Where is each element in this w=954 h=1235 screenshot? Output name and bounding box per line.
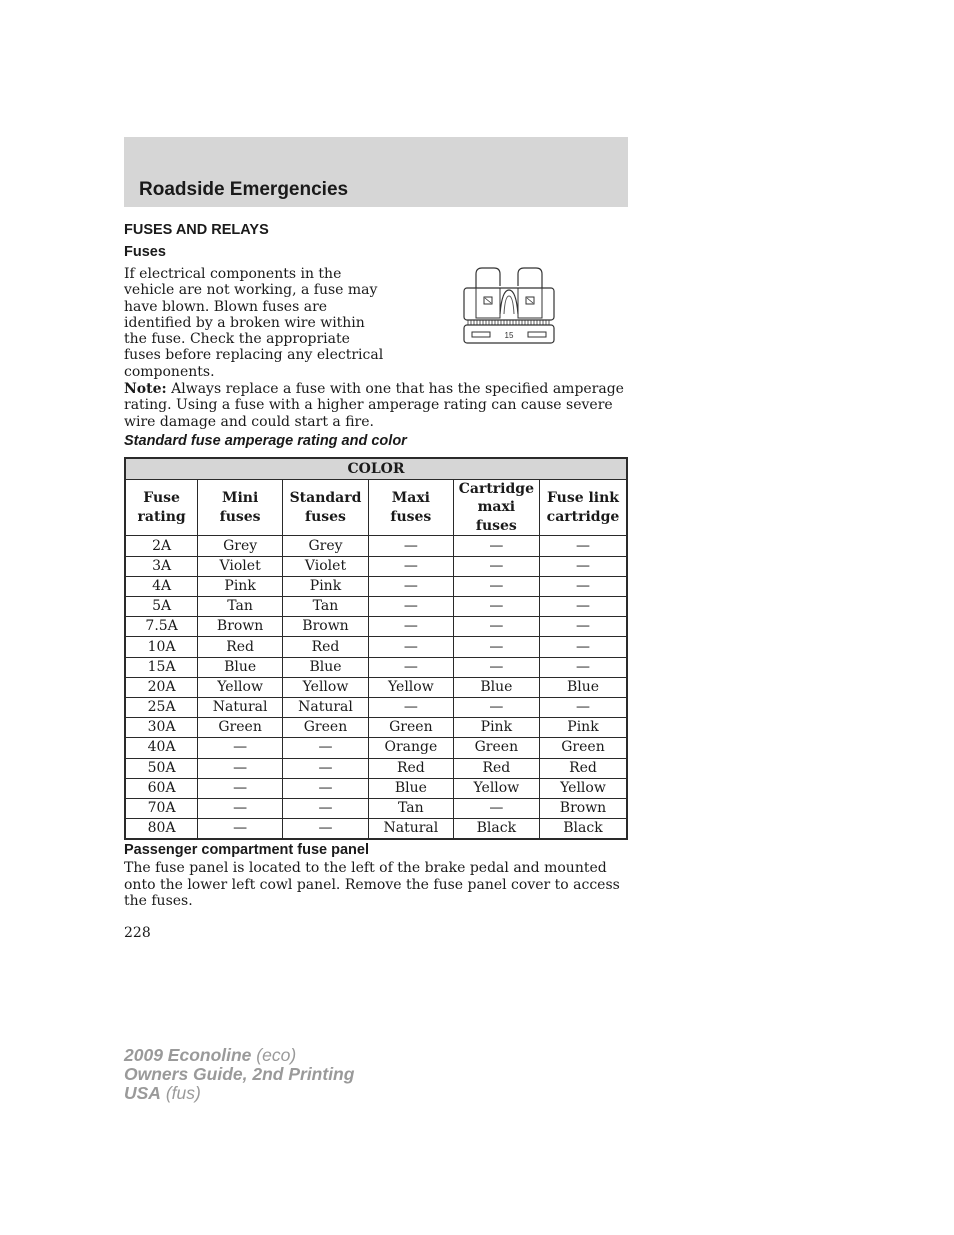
column-header-line: maxi [477, 499, 516, 516]
note-text: Always replace a fuse with one that has the specified amperage rating. Using a fuse with a higher amperage rating can cause severe wire damage and could start a fire. [124, 381, 624, 430]
fuse-color-table [124, 457, 628, 840]
table-row [125, 657, 627, 677]
footer-line-1 [124, 1046, 354, 1065]
table-cell: Black [453, 819, 539, 840]
table-body [125, 536, 627, 839]
table-cell: Green [368, 718, 453, 738]
column-header [368, 479, 453, 536]
note-label: Note: [124, 381, 167, 398]
table-cell: Grey [283, 536, 369, 556]
table-cell: 50A [125, 758, 198, 778]
table-cell: — [453, 576, 539, 596]
intro-row [124, 266, 628, 380]
table-cell: Pink [198, 576, 283, 596]
table-row [125, 798, 627, 818]
table-cell: — [283, 778, 369, 798]
table-cell: Yellow [283, 677, 369, 697]
table-cell: 25A [125, 697, 198, 717]
table-cell: Blue [368, 778, 453, 798]
table-cell: Grey [198, 536, 283, 556]
table-cell: Red [368, 758, 453, 778]
table-row [125, 617, 627, 637]
table-cell: — [539, 576, 627, 596]
table-row [125, 597, 627, 617]
table-cell: — [368, 657, 453, 677]
table-cell: — [539, 536, 627, 556]
column-header-line: Mini [221, 490, 259, 507]
table-cell: Natural [368, 819, 453, 840]
footer-market: USA [124, 1083, 161, 1103]
page-number: 228 [124, 925, 151, 941]
table-cell: — [539, 657, 627, 677]
table-cell: — [368, 536, 453, 556]
table-cell: Pink [539, 718, 627, 738]
table-cell: — [283, 819, 369, 840]
fuse-rating-label: 15 [504, 331, 514, 340]
table-cell: — [453, 556, 539, 576]
column-header-line: rating [137, 508, 186, 525]
table-cell: — [198, 819, 283, 840]
table-cell: Green [283, 718, 369, 738]
table-row [125, 758, 627, 778]
header-title: Roadside Emergencies [139, 179, 349, 200]
table-cell: Green [539, 738, 627, 758]
table-cell: — [283, 738, 369, 758]
table-cell: Blue [198, 657, 283, 677]
fuse-illustration [462, 266, 556, 346]
table-cell: — [198, 798, 283, 818]
table-cell: — [198, 758, 283, 778]
table-cell: 30A [125, 718, 198, 738]
table-cell: 70A [125, 798, 198, 818]
color-group-header: COLOR [125, 458, 627, 480]
column-header-line: fuses [219, 508, 261, 525]
passenger-panel-title: Passenger compartment fuse panel [124, 842, 369, 859]
table-cell: — [453, 637, 539, 657]
footer-market-code: (fus) [160, 1083, 201, 1103]
table-cell: — [453, 536, 539, 556]
table-cell: — [539, 637, 627, 657]
table-cell: 20A [125, 677, 198, 697]
column-header [453, 479, 539, 536]
table-cell: Green [453, 738, 539, 758]
table-cell: Red [453, 758, 539, 778]
footer-line-2: Owners Guide, 2nd Printing [124, 1064, 355, 1084]
table-cell: Pink [283, 576, 369, 596]
column-header-row [125, 479, 627, 536]
table-cell: 3A [125, 556, 198, 576]
table-row [125, 819, 627, 840]
table-cell: — [368, 556, 453, 576]
table-cell: Natural [283, 697, 369, 717]
table-row [125, 697, 627, 717]
column-header-line: Fuse [143, 490, 180, 507]
table-cell: 4A [125, 576, 198, 596]
column-header [283, 479, 369, 536]
column-header [198, 479, 283, 536]
section-header-band [124, 137, 628, 207]
table-cell: — [198, 738, 283, 758]
table-cell: — [453, 798, 539, 818]
table-cell: — [368, 576, 453, 596]
table-cell: Black [539, 819, 627, 840]
table-cell: — [283, 798, 369, 818]
table-cell: Violet [283, 556, 369, 576]
table-cell: 7.5A [125, 617, 198, 637]
section-subtitle: Fuses [124, 244, 166, 260]
table-cell: Brown [283, 617, 369, 637]
table-cell: 15A [125, 657, 198, 677]
table-row [125, 738, 627, 758]
table-cell: Pink [453, 718, 539, 738]
column-header-line: fuses [475, 517, 517, 534]
footer-line-3 [124, 1084, 354, 1103]
column-header-line: Fuse link [546, 490, 620, 507]
footer-model-code: (eco) [251, 1045, 297, 1065]
table-cell: Red [198, 637, 283, 657]
table-row [125, 718, 627, 738]
table-cell: Tan [368, 798, 453, 818]
table-cell: Red [283, 637, 369, 657]
table-cell: — [368, 617, 453, 637]
table-cell: — [453, 697, 539, 717]
table-cell: 80A [125, 819, 198, 840]
intro-paragraph: If electrical components in the vehicle are not working, a fuse may have blown. Blown fuses are identified by a broken wire within the fuse. Check the appropriate fuses before replacing any electrical components. [124, 266, 384, 380]
table-cell: Natural [198, 697, 283, 717]
table-cell: Yellow [539, 778, 627, 798]
table-cell: — [539, 617, 627, 637]
table-cell: — [453, 597, 539, 617]
table-cell: Green [198, 718, 283, 738]
table-cell: 5A [125, 597, 198, 617]
passenger-panel-text: The fuse panel is located to the left of the brake pedal and mounted onto the lower left cowl panel. Remove the fuse panel cover to access the fuses. [124, 860, 620, 909]
section-title: FUSES AND RELAYS [124, 222, 269, 238]
table-row [125, 556, 627, 576]
table-cell: Red [539, 758, 627, 778]
column-header-line: cartridge [546, 508, 620, 525]
table-cell: Brown [539, 798, 627, 818]
table-cell: — [539, 697, 627, 717]
table-cell: Tan [283, 597, 369, 617]
footer [124, 1046, 354, 1103]
table-cell: Yellow [368, 677, 453, 697]
table-cell: — [539, 597, 627, 617]
table-cell: — [368, 697, 453, 717]
table-cell: Blue [283, 657, 369, 677]
table-cell: — [368, 637, 453, 657]
table-cell: 2A [125, 536, 198, 556]
column-header-line: Cartridge [458, 480, 534, 497]
column-header [539, 479, 627, 536]
table-cell: — [453, 657, 539, 677]
table-cell: Violet [198, 556, 283, 576]
table-cell: 40A [125, 738, 198, 758]
table-cell: — [283, 758, 369, 778]
table-row [125, 677, 627, 697]
table-caption: Standard fuse amperage rating and color [124, 432, 407, 449]
table-cell: 10A [125, 637, 198, 657]
table-cell: Yellow [453, 778, 539, 798]
column-header-line: fuses [390, 508, 432, 525]
column-header [125, 479, 198, 536]
table-row [125, 778, 627, 798]
column-header-line: fuses [305, 508, 346, 525]
table-cell: Orange [368, 738, 453, 758]
table-cell: — [453, 617, 539, 637]
table-cell: Blue [453, 677, 539, 697]
table-cell: — [198, 778, 283, 798]
table-row [125, 637, 627, 657]
footer-model: 2009 Econoline [124, 1045, 252, 1065]
note-paragraph [124, 381, 628, 430]
column-header-line: Standard [289, 490, 362, 507]
table-cell: Brown [198, 617, 283, 637]
table-cell: — [539, 556, 627, 576]
table-row [125, 576, 627, 596]
table-cell: Tan [198, 597, 283, 617]
table-cell: — [368, 597, 453, 617]
main-content [124, 220, 628, 909]
table-cell: Blue [539, 677, 627, 697]
table-row [125, 536, 627, 556]
table-cell: Yellow [198, 677, 283, 697]
column-header-line: Maxi [391, 490, 430, 507]
table-cell: 60A [125, 778, 198, 798]
